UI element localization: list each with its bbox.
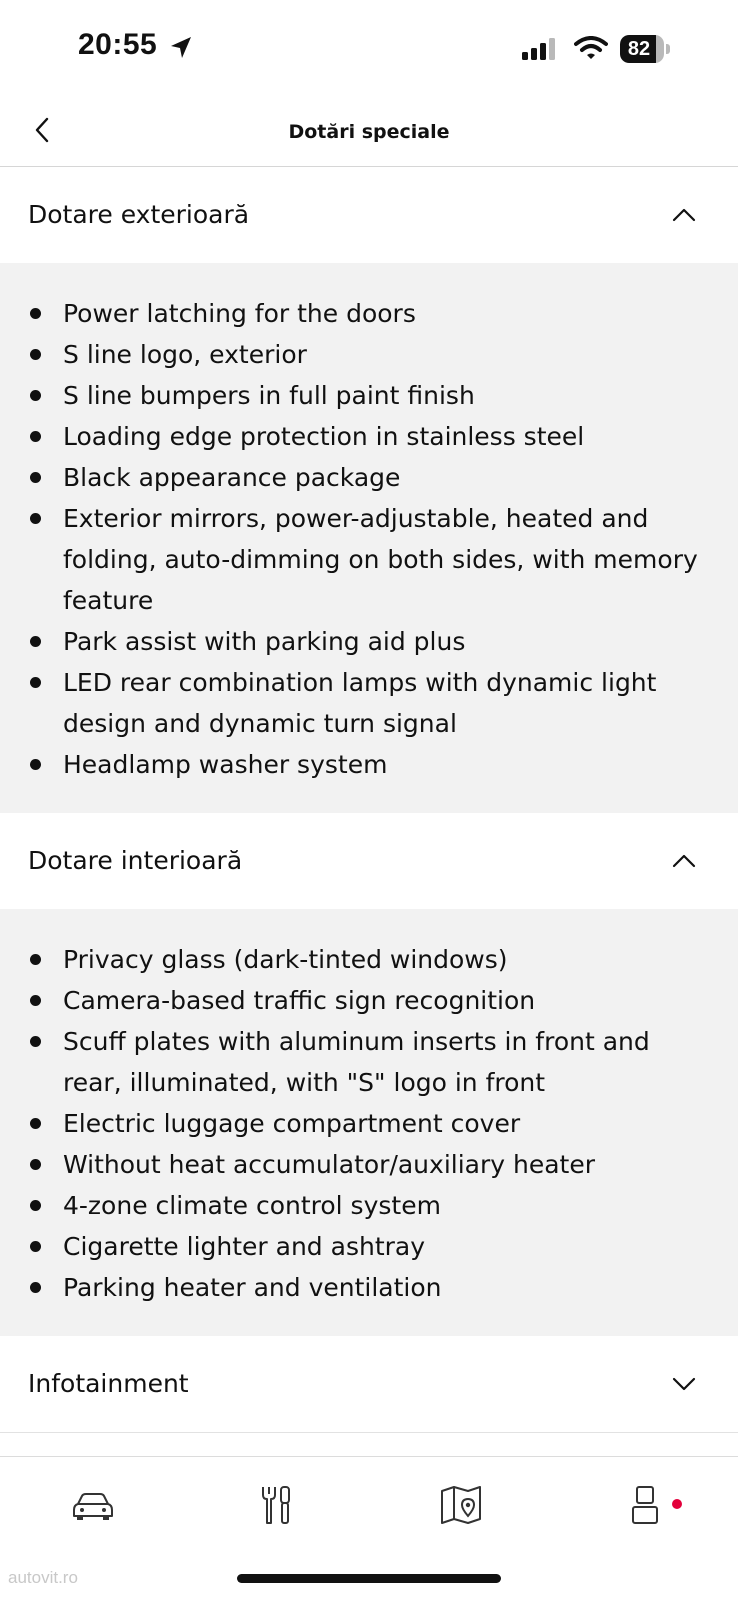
- section-header-interior[interactable]: [0, 813, 738, 909]
- bullet: [30, 513, 41, 524]
- list-item: Scuff plates with aluminum inserts in front and rear, illuminated, with "S" logo in front: [28, 1021, 698, 1103]
- bullet: [30, 308, 41, 319]
- list-item: 4-zone climate control system: [28, 1185, 698, 1226]
- list-item: Loading edge protection in stainless steel: [28, 416, 698, 457]
- tab-vehicle[interactable]: [48, 1477, 138, 1537]
- location-arrow-icon: [170, 36, 192, 64]
- bullet: [30, 759, 41, 770]
- section-body-interior: [0, 909, 738, 1336]
- bullet: [30, 1159, 41, 1170]
- list-item: LED rear combination lamps with dynamic light design and dynamic turn signal: [28, 662, 698, 744]
- page-title: Dotări speciale: [288, 121, 450, 143]
- bullet: [30, 349, 41, 360]
- tab-service[interactable]: [232, 1477, 322, 1537]
- list-item: Privacy glass (dark-tinted windows): [28, 939, 698, 980]
- bullet: [30, 954, 41, 965]
- special-equipment-list: [0, 167, 738, 1433]
- list-item: Park assist with parking aid plus: [28, 621, 698, 662]
- home-indicator[interactable]: [237, 1574, 501, 1583]
- feature-list: [28, 293, 698, 785]
- list-item: Black appearance package: [28, 457, 698, 498]
- bullet: [30, 995, 41, 1006]
- map-location-icon: [439, 1485, 483, 1529]
- bullet: [30, 1200, 41, 1211]
- service-tools-icon: [257, 1483, 297, 1531]
- car-icon: [70, 1488, 116, 1526]
- section-title: Infotainment: [28, 1369, 189, 1398]
- bullet: [30, 636, 41, 647]
- chevron-up-icon[interactable]: [672, 205, 696, 225]
- section-header-infotainment[interactable]: [0, 1336, 738, 1432]
- bullet: [30, 677, 41, 688]
- list-item: Cigarette lighter and ashtray: [28, 1226, 698, 1267]
- bullet: [30, 472, 41, 483]
- section-title: Dotare interioară: [28, 846, 243, 875]
- list-item: Without heat accumulator/auxiliary heater: [28, 1144, 698, 1185]
- bullet: [30, 1118, 41, 1129]
- chevron-down-icon[interactable]: [672, 1374, 696, 1394]
- status-bar: [0, 0, 738, 100]
- list-item: Exterior mirrors, power-adjustable, heated and folding, auto-dimming on both sides, with memory feature: [28, 498, 698, 621]
- battery-icon: [620, 35, 670, 63]
- section-header-exterior[interactable]: [0, 167, 738, 263]
- section-title: Dotare exterioară: [28, 200, 250, 229]
- list-item: Parking heater and ventilation: [28, 1267, 698, 1308]
- list-item: Electric luggage compartment cover: [28, 1103, 698, 1144]
- feature-list: [28, 939, 698, 1308]
- watermark: autovit.ro: [8, 1568, 78, 1587]
- list-item: S line logo, exterior: [28, 334, 698, 375]
- divider: [0, 1432, 738, 1433]
- user-profile-icon: [630, 1485, 660, 1529]
- list-item: Power latching for the doors: [28, 293, 698, 334]
- status-time: 20:55: [78, 28, 158, 61]
- section-body-exterior: [0, 263, 738, 813]
- list-item: S line bumpers in full paint finish: [28, 375, 698, 416]
- chevron-up-icon[interactable]: [672, 851, 696, 871]
- cellular-signal-icon: [522, 38, 558, 64]
- nav-header: [0, 98, 738, 167]
- bullet: [30, 1241, 41, 1252]
- bullet: [30, 1282, 41, 1293]
- battery-level: 82: [627, 38, 651, 60]
- bullet: [30, 431, 41, 442]
- list-item: Camera-based traffic sign recognition: [28, 980, 698, 1021]
- bullet: [30, 390, 41, 401]
- tab-map[interactable]: [416, 1477, 506, 1537]
- wifi-icon: [574, 36, 608, 64]
- bullet: [30, 1036, 41, 1047]
- notification-dot: [672, 1499, 682, 1509]
- list-item: Headlamp washer system: [28, 744, 698, 785]
